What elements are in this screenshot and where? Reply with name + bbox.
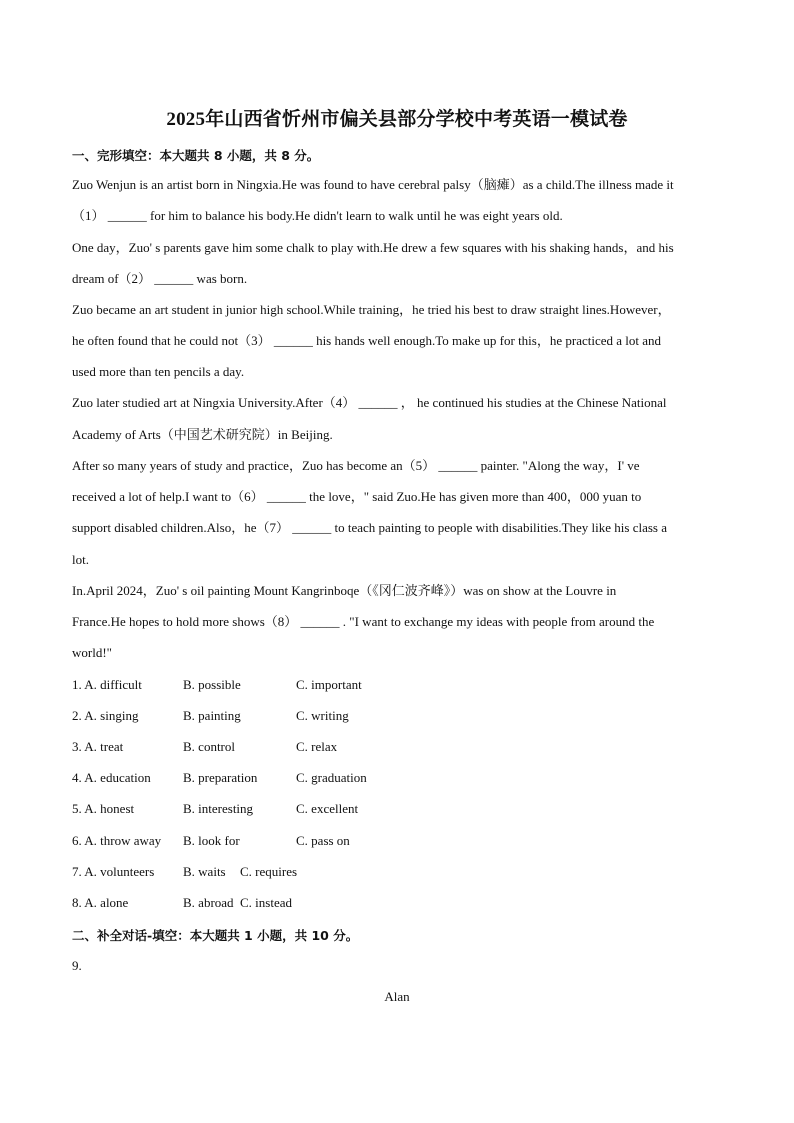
option-a[interactable]: 3. A. treat (72, 739, 124, 754)
question-row (72, 739, 722, 755)
option-c[interactable]: C. instead (240, 895, 292, 910)
passage-line: dream of（2） ______ was born. (72, 271, 248, 286)
question-row (72, 770, 722, 786)
passage-line: One day，Zuo' s parents gave him some chalk to play with.He drew a few squares with his shaking hands，and his (72, 240, 674, 255)
option-c[interactable]: C. excellent (296, 801, 359, 816)
option-a[interactable]: 5. A. honest (72, 801, 135, 816)
option-c[interactable]: C. requires (240, 864, 298, 879)
option-a[interactable]: 1. A. difficult (72, 677, 142, 692)
question-row (72, 677, 722, 693)
passage-line: Zuo became an art student in junior high school.While training，he tried his best to draw straight lines.However， (72, 302, 671, 317)
option-a[interactable]: 6. A. throw away (72, 833, 162, 848)
option-b[interactable]: B. painting (183, 708, 241, 723)
passage-line: world!" (72, 645, 112, 660)
option-b[interactable]: B. look for (183, 833, 240, 848)
passage-line: received a lot of help.I want to（6） ______ the love，" said Zuo.He has given more than 400，000 yuan to (72, 489, 642, 504)
option-a[interactable]: 7. A. volunteers (72, 864, 155, 879)
passage-line: Zuo later studied art at Ningxia University.After（4） ______ ， he continued his studies at the Chinese National (72, 395, 667, 410)
option-b[interactable]: B. possible (183, 677, 241, 692)
option-b[interactable]: B. control (183, 739, 235, 754)
passage-line: After so many years of study and practice，Zuo has become an（5） ______ painter. "Along the way，I' ve (72, 458, 640, 473)
page-title: 2025年山西省忻州市偏关县部分学校中考英语一模试卷 (166, 109, 628, 130)
passage-line: In.April 2024，Zuo' s oil painting Mount Kangrinboqe（《冈仁波齐峰》）was on show at the Louvre in (72, 583, 617, 598)
option-c[interactable]: C. important (296, 677, 362, 692)
passage-line: used more than ten pencils a day. (72, 364, 245, 379)
option-c[interactable]: C. graduation (296, 770, 367, 785)
option-b[interactable]: B. waits (183, 864, 226, 879)
option-b[interactable]: B. abroad (183, 895, 234, 910)
option-b[interactable]: B. preparation (183, 770, 258, 785)
question-row (72, 895, 722, 911)
passage-line: France.He hopes to hold more shows（8） ______ . "I want to exchange my ideas with people from around the (72, 614, 655, 629)
passage-line: support disabled children.Also，he（7） ______ to teach painting to people with disabilities.They like his class a (72, 520, 668, 535)
question-row (72, 801, 722, 817)
question-row (72, 708, 722, 724)
option-a[interactable]: 8. A. alone (72, 895, 129, 910)
option-a[interactable]: 4. A. education (72, 770, 151, 785)
question-9-number: 9. (72, 958, 82, 973)
option-c[interactable]: C. relax (296, 739, 338, 754)
passage-line: Academy of Arts（中国艺术研究院）in Beijing. (72, 427, 333, 442)
passage-line: he often found that he could not（3） ______ his hands well enough.To make up for this，he practiced a lot and (72, 333, 662, 348)
option-c[interactable]: C. pass on (296, 833, 350, 848)
option-c[interactable]: C. writing (296, 708, 349, 723)
section-heading-cloze: 一、完形填空：本大题共 8 小题，共 8 分。 (72, 148, 320, 163)
question-row (72, 864, 722, 880)
passage-line: （1） ______ for him to balance his body.He didn't learn to walk until he was eight years old. (72, 208, 563, 223)
option-b[interactable]: B. interesting (183, 801, 254, 816)
question-row (72, 833, 722, 849)
option-a[interactable]: 2. A. singing (72, 708, 139, 723)
passage-line: Zuo Wenjun is an artist born in Ningxia.He was found to have cerebral palsy（脑瘫）as a child.The illness made it (72, 177, 674, 192)
passage-line: lot. (72, 552, 89, 567)
section-heading-dialogue: 二、补全对话-填空：本大题共 1 小题，共 10 分。 (72, 928, 359, 943)
dialogue-speaker: Alan (384, 989, 410, 1004)
